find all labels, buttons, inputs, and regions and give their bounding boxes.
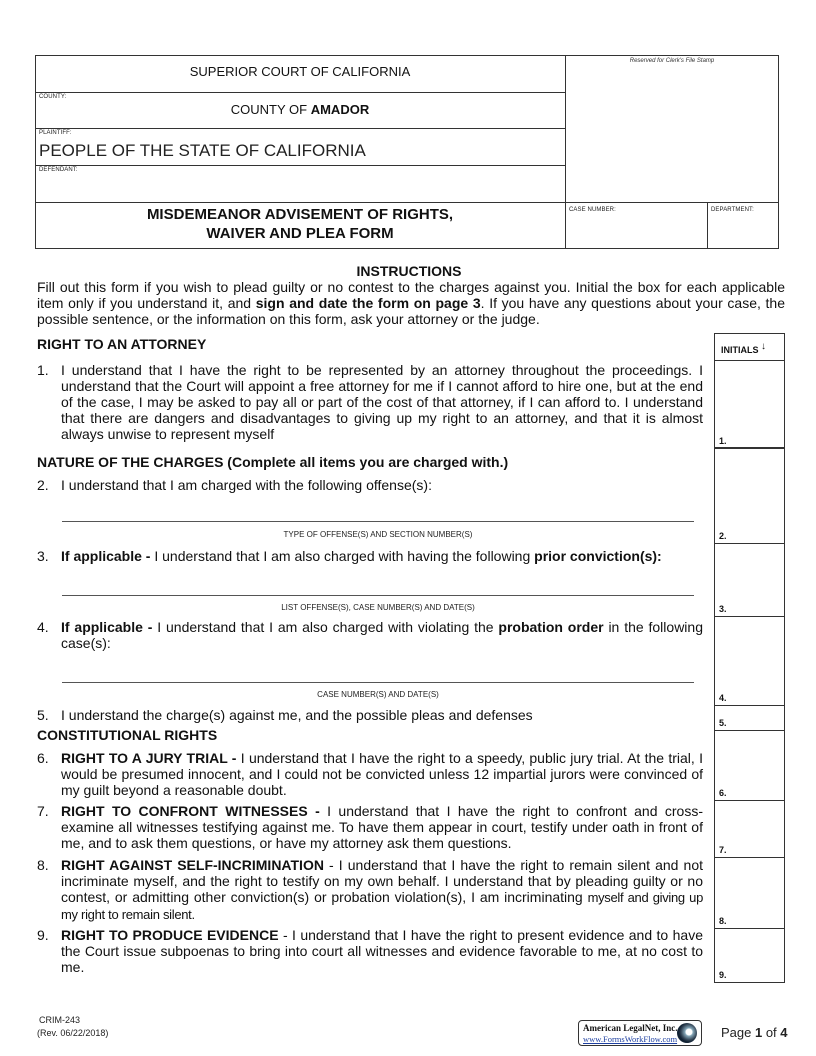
page-current: 1 [754, 1025, 763, 1040]
item-text [61, 619, 703, 651]
instructions-emphasis: sign and date the form on page 3 [255, 295, 481, 311]
item-number: 2. [37, 477, 49, 493]
item-body-tail: in the following case(s): [61, 619, 703, 651]
initials-box-1[interactable] [714, 360, 785, 449]
section-heading-attorney: RIGHT TO AN ATTORNEY [37, 336, 207, 352]
defendant-label: DEFENDANT: [39, 167, 78, 173]
item-6 [37, 750, 703, 798]
plaintiff-field[interactable]: PEOPLE OF THE STATE OF CALIFORNIA [39, 141, 366, 160]
instructions-text-part1: Fill out this form if you wish to plead guilty or no contest to the charges against you. Initial the box for each applicable item only if you understand it, and [37, 279, 785, 311]
instructions-heading: INSTRUCTIONS [356, 263, 462, 279]
county-prefix: COUNTY OF [230, 102, 311, 117]
item-number: 5. [37, 707, 49, 723]
globe-icon [677, 1023, 697, 1043]
item-emphasis: probation order [498, 619, 604, 635]
item-body: I understand that I have the right to confront and cross-examine all witnesses testifying against me. To have them appear in court, testify under oath in front of me, and to ask them questions, or have my attorney ask them questions. [61, 803, 703, 851]
initials-box-label: 9. [719, 970, 727, 980]
probation-case-caption: CASE NUMBER(S) AND DATE(S) [317, 690, 439, 699]
prior-conviction-caption: LIST OFFENSE(S), CASE NUMBER(S) AND DATE(S) [281, 603, 475, 612]
initials-box-4[interactable] [714, 616, 785, 706]
item-3 [37, 548, 703, 564]
row-divider [35, 165, 565, 166]
item-lead: If applicable - [61, 548, 155, 564]
initials-box-label: 4. [719, 693, 727, 703]
item-number: 9. [37, 927, 49, 943]
item-number: 4. [37, 619, 49, 635]
initials-box-8[interactable] [714, 857, 785, 929]
court-name: SUPERIOR COURT OF CALIFORNIA [189, 64, 411, 79]
item-text [61, 803, 703, 851]
row-divider [35, 92, 565, 93]
initials-header-label [721, 341, 767, 356]
legalnet-logo[interactable] [578, 1020, 702, 1046]
item-number: 8. [37, 857, 49, 873]
initials-box-9[interactable] [714, 928, 785, 983]
item-body-condensed: myself and giving up my right to remain silent. [61, 890, 704, 922]
initials-box-label: 2. [719, 531, 727, 541]
department-label: DEPARTMENT: [711, 207, 754, 213]
initials-box-5[interactable] [714, 705, 785, 731]
initials-box-label: 6. [719, 788, 727, 798]
prior-conviction-field[interactable] [62, 575, 694, 595]
item-9 [37, 927, 703, 975]
initials-header-text: INITIALS [721, 345, 759, 355]
section-heading-constitutional: CONSTITUTIONAL RIGHTS [37, 727, 218, 743]
item-lead: RIGHT TO A JURY TRIAL - [61, 750, 241, 766]
section-heading-charges: NATURE OF THE CHARGES (Complete all items you are charged with.) [37, 454, 509, 470]
case-number-field[interactable] [567, 215, 705, 247]
item-text [61, 548, 703, 564]
initials-box-label: 3. [719, 604, 727, 614]
item-body: I understand that I have the right to a speedy, public jury trial. At the trial, I would be presumed innocent, and I could not be convicted unless 12 impartial jurors were convinced of my guilt beyond a reasonable doubt. [61, 750, 703, 798]
row-divider [35, 128, 565, 129]
page-number [721, 1025, 788, 1040]
item-text: I understand that I am charged with the following offense(s): [61, 477, 432, 493]
instructions-text-part2: . If you have any questions about your case, the possible sentence, or the information on this form, ask your attorney or the judge. [37, 295, 786, 327]
county-name: AMADOR [310, 102, 370, 117]
initials-box-label: 7. [719, 845, 727, 855]
item-lead: RIGHT TO CONFRONT WITNESSES - [61, 803, 328, 819]
form-title-line2: WAIVER AND PLEA FORM [206, 225, 394, 242]
item-body: I understand that I am also charged with violating the [157, 619, 499, 635]
down-arrow-icon: ↓ [761, 341, 767, 352]
page-sep: of [762, 1025, 781, 1040]
plaintiff-label: PLAINTIFF: [39, 130, 72, 136]
item-lead: RIGHT TO PRODUCE EVIDENCE [61, 927, 279, 943]
logo-company: American LegalNet, Inc. [583, 1023, 678, 1033]
item-body: I understand that I am also charged with having the following [154, 548, 535, 564]
case-number-label: CASE NUMBER: [569, 207, 616, 213]
item-body: - I understand that I have the right to present evidence and to have the Court issue subpoenas to bring into court all witnesses and evidence favorable to me, at no cost to me. [61, 927, 703, 975]
item-text [61, 857, 703, 923]
initials-box-label: 1. [719, 436, 727, 446]
initials-box-7[interactable] [714, 800, 785, 858]
item-emphasis: prior conviction(s): [534, 548, 662, 564]
offense-underline [62, 521, 694, 522]
item-2 [37, 477, 703, 493]
initials-box-label: 5. [719, 718, 727, 728]
item-number: 7. [37, 803, 49, 819]
probation-case-underline [62, 682, 694, 683]
page-prefix: Page [721, 1025, 755, 1040]
item-8 [37, 857, 703, 923]
offense-caption: TYPE OF OFFENSE(S) AND SECTION NUMBER(S) [283, 530, 473, 539]
item-text [61, 927, 703, 975]
item-text: I understand the charge(s) against me, and the possible pleas and defenses [61, 707, 533, 723]
logo-url-link[interactable]: www.FormsWorkFlow.com [583, 1034, 678, 1044]
item-7 [37, 803, 703, 851]
defendant-field[interactable] [39, 176, 559, 200]
probation-case-field[interactable] [62, 662, 694, 682]
clerk-stamp-area [566, 68, 778, 201]
item-text: I understand that I have the right to be represented by an attorney throughout the proceedings. I understand that the Court will appoint a free attorney for me if I cannot afford to hire one, but at the end of the case, I may be asked to pay all or part of the cost of that attorney, if I can afford to. I understand that there are dangers and disadvantages to giving up my right to an attorney, and that it is almost always unwise to represent myself [61, 362, 703, 442]
form-revision: (Rev. 06/22/2018) [37, 1028, 109, 1038]
county-value [35, 102, 565, 117]
department-field[interactable] [709, 215, 777, 247]
item-text [61, 750, 703, 798]
row-divider [35, 202, 779, 203]
case-dept-divider [707, 202, 708, 249]
item-lead: If applicable - [61, 619, 158, 635]
form-title-line1: MISDEMEANOR ADVISEMENT OF RIGHTS, [146, 206, 454, 223]
item-number: 6. [37, 750, 49, 766]
offense-field[interactable] [62, 500, 694, 520]
item-lead: RIGHT AGAINST SELF-INCRIMINATION [61, 857, 324, 873]
item-body: - I understand that I have the right to remain silent and not incriminate myself, and the right to testify on my own behalf. I understand that by pleading guilty or no contest, or admitting other conviction(s) or probation violation(s), I am incriminating [61, 857, 703, 905]
initials-box-3[interactable] [714, 543, 785, 617]
form-code: CRIM-243 [39, 1015, 81, 1025]
page-total: 4 [780, 1025, 788, 1040]
initials-header [714, 333, 785, 361]
initials-box-2[interactable] [714, 447, 785, 544]
initials-box-label: 8. [719, 916, 727, 926]
initials-box-6[interactable] [714, 730, 785, 801]
item-4 [37, 619, 703, 651]
item-5 [37, 707, 703, 723]
clerk-stamp-label: Reserved for Clerk's File Stamp [629, 58, 715, 64]
instructions-text [37, 279, 785, 327]
item-1 [37, 362, 703, 442]
item-number: 1. [37, 362, 49, 378]
item-number: 3. [37, 548, 49, 564]
prior-conviction-underline [62, 595, 694, 596]
county-label: COUNTY: [39, 94, 67, 100]
